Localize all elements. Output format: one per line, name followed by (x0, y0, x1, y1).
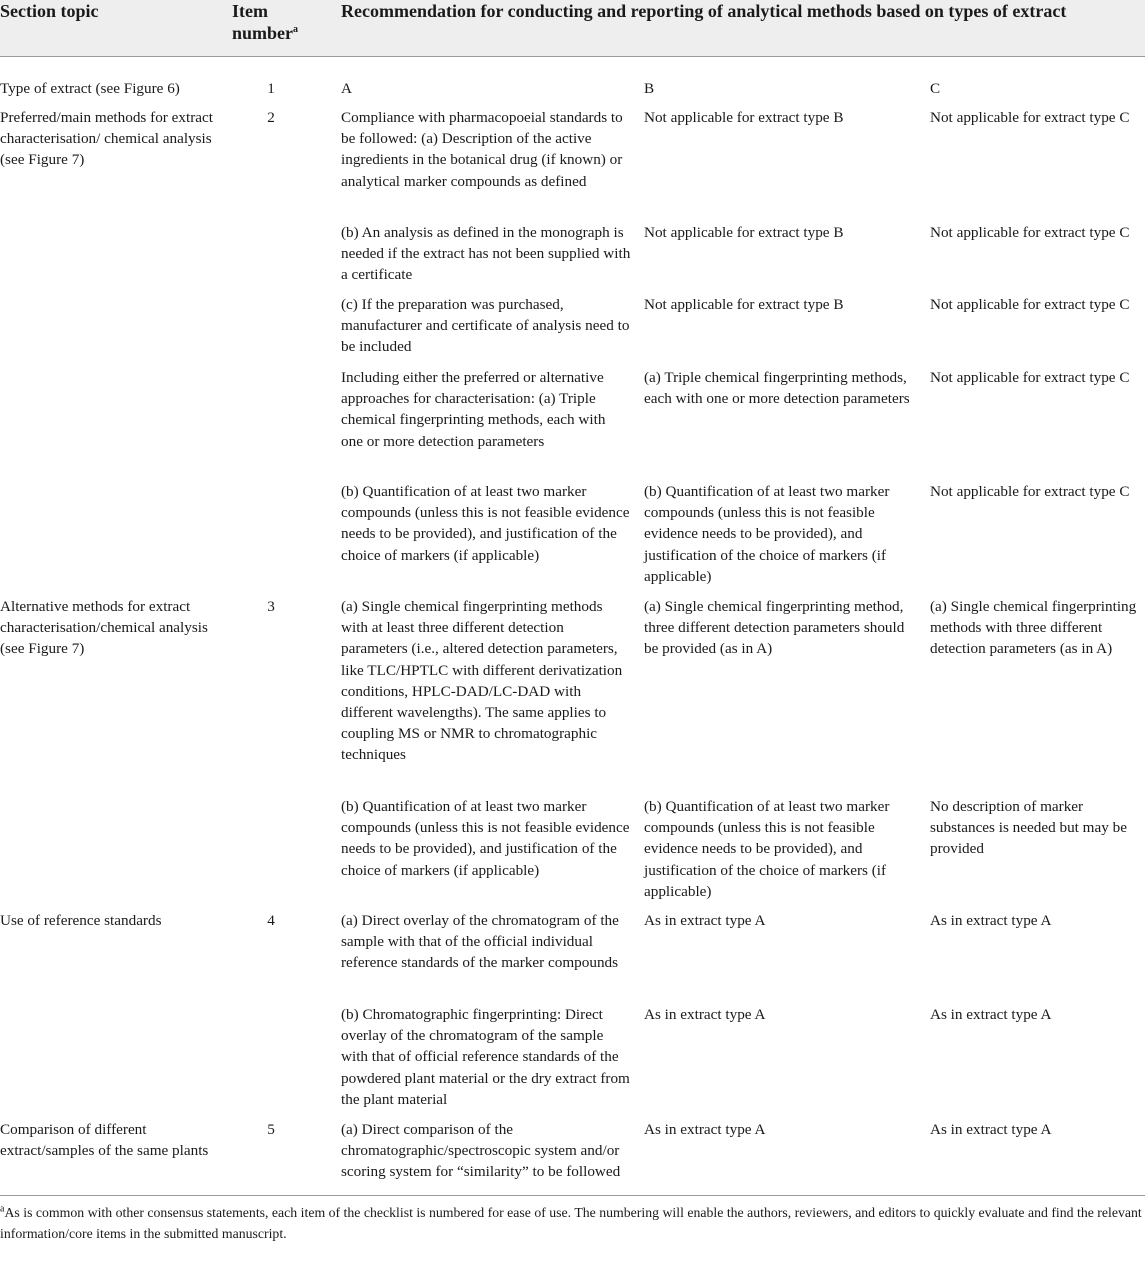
table-cell-c: As in extract type A (930, 912, 1052, 929)
table-header (0, 0, 1145, 57)
table-cell-b: B (644, 80, 655, 97)
footnote (0, 1203, 1143, 1244)
table-cell-b: As in extract type A (644, 1121, 766, 1138)
table-cell-a: (b) Quantification of at least two marker compounds (unless this is not feasible evidence needs to be provided), and justification of the choice of markers (if applicable) (341, 798, 630, 879)
table-cell-a: (a) Direct overlay of the chromatogram of the sample with that of the official individual reference standards of the marker compounds (341, 912, 619, 972)
table-cell-b: Not applicable for extract type B (644, 296, 844, 313)
table-cell-b: As in extract type A (644, 1006, 766, 1023)
table-cell-a: (b) Chromatographic fingerprinting: Direct overlay of the chromatogram of the sample with that of official reference standards of the powdered plant material or the dry extract from the plant material (341, 1006, 630, 1108)
table-cell-b: (b) Quantification of at least two marker compounds (unless this is not feasible evidence needs to be provided), and justification of the choice of markers (if applicable) (644, 798, 890, 900)
table-cell-b: Not applicable for extract type B (644, 109, 844, 126)
table-cell-a: (c) If the preparation was purchased, manufacturer and certificate of analysis need to be included (341, 296, 630, 356)
footnote-marker: a (0, 1203, 5, 1215)
table-cell-c: (a) Single chemical fingerprinting methods with three different detection parameters (as in A) (930, 598, 1137, 658)
table-cell-section: Type of extract (see Figure 6) (0, 80, 180, 97)
table-cell-section: Use of reference standards (0, 912, 162, 929)
table-cell-c: C (930, 80, 941, 97)
table-cell-section: Comparison of different extract/samples of the same plants (0, 1121, 209, 1160)
table-cell-a: Compliance with pharmacopoeial standards to be followed: (a) Description of the active ingredients in the botanical drug (if known) or analytical marker compounds as defined (341, 109, 623, 190)
table-cell-c: As in extract type A (930, 1006, 1052, 1023)
table-cell-item: 4 (267, 912, 275, 929)
table-cell-section: Preferred/main methods for extract characterisation/ chemical analysis (see Figure 7) (0, 109, 213, 169)
table-cell-a: (b) An analysis as defined in the monograph is needed if the extract has not been supplied with a certificate (341, 224, 631, 284)
table-cell-b: As in extract type A (644, 912, 766, 929)
table-cell-a: (a) Direct comparison of the chromatographic/spectroscopic system and/or scoring system for “similarity” to be followed (341, 1121, 621, 1181)
table-cell-c: No description of marker substances is needed but may be provided (930, 798, 1127, 858)
table-cell-c: Not applicable for extract type C (930, 296, 1130, 313)
table-cell-a: (b) Quantification of at least two marker compounds (unless this is not feasible evidence needs to be provided), and justification of the choice of markers (if applicable) (341, 483, 630, 564)
table-cell-item: 2 (267, 109, 275, 126)
table-cell-a: A (341, 80, 352, 97)
header-item-number (232, 0, 332, 44)
table-cell-a: Including either the preferred or alternative approaches for characterisation: (a) Triple chemical fingerprinting methods, each with one or more detection parameters (341, 369, 606, 450)
table-cell-b: (a) Triple chemical fingerprinting methods, each with one or more detection parameters (644, 369, 910, 408)
footnote-text: As is common with other consensus statements, each item of the checklist is numbered for ease of use. The numbering will enable the authors, reviewers, and editors to quickly evaluate and find the relevant information/core items in the submitted manuscript. (0, 1205, 1142, 1241)
header-item-number-label: Item number (232, 1, 294, 43)
table-bottom-rule (0, 1195, 1145, 1196)
table-cell-c: Not applicable for extract type C (930, 109, 1130, 126)
table-cell-c: Not applicable for extract type C (930, 224, 1130, 241)
table-cell-b: Not applicable for extract type B (644, 224, 844, 241)
table-cell-item: 3 (267, 598, 275, 615)
table-cell-section: Alternative methods for extract characterisation/chemical analysis (see Figure 7) (0, 598, 208, 658)
table-cell-b: (b) Quantification of at least two marker compounds (unless this is not feasible evidence needs to be provided), and justification of the choice of markers (if applicable) (644, 483, 890, 585)
table-cell-c: Not applicable for extract type C (930, 483, 1130, 500)
table-cell-item: 5 (267, 1121, 275, 1138)
header-section-topic: Section topic (0, 1, 99, 21)
table-cell-b: (a) Single chemical fingerprinting method, three different detection parameters should be provided (as in A) (644, 598, 905, 658)
table-cell-c: As in extract type A (930, 1121, 1052, 1138)
table-cell-item: 1 (267, 80, 275, 97)
table-cell-c: Not applicable for extract type C (930, 369, 1130, 386)
table-cell-a: (a) Single chemical fingerprinting methods with at least three different detection parameters (i.e., altered detection parameters, like TLC/HPTLC with different derivatization conditions, HPLC-DAD/LC-DAD with different wavelengths). The same applies to coupling MS or NMR to chromatographic techniques (341, 598, 623, 764)
header-item-number-sup: a (293, 24, 299, 35)
header-recommendation: Recommendation for conducting and reporting of analytical methods based on types of extract (341, 1, 1067, 21)
